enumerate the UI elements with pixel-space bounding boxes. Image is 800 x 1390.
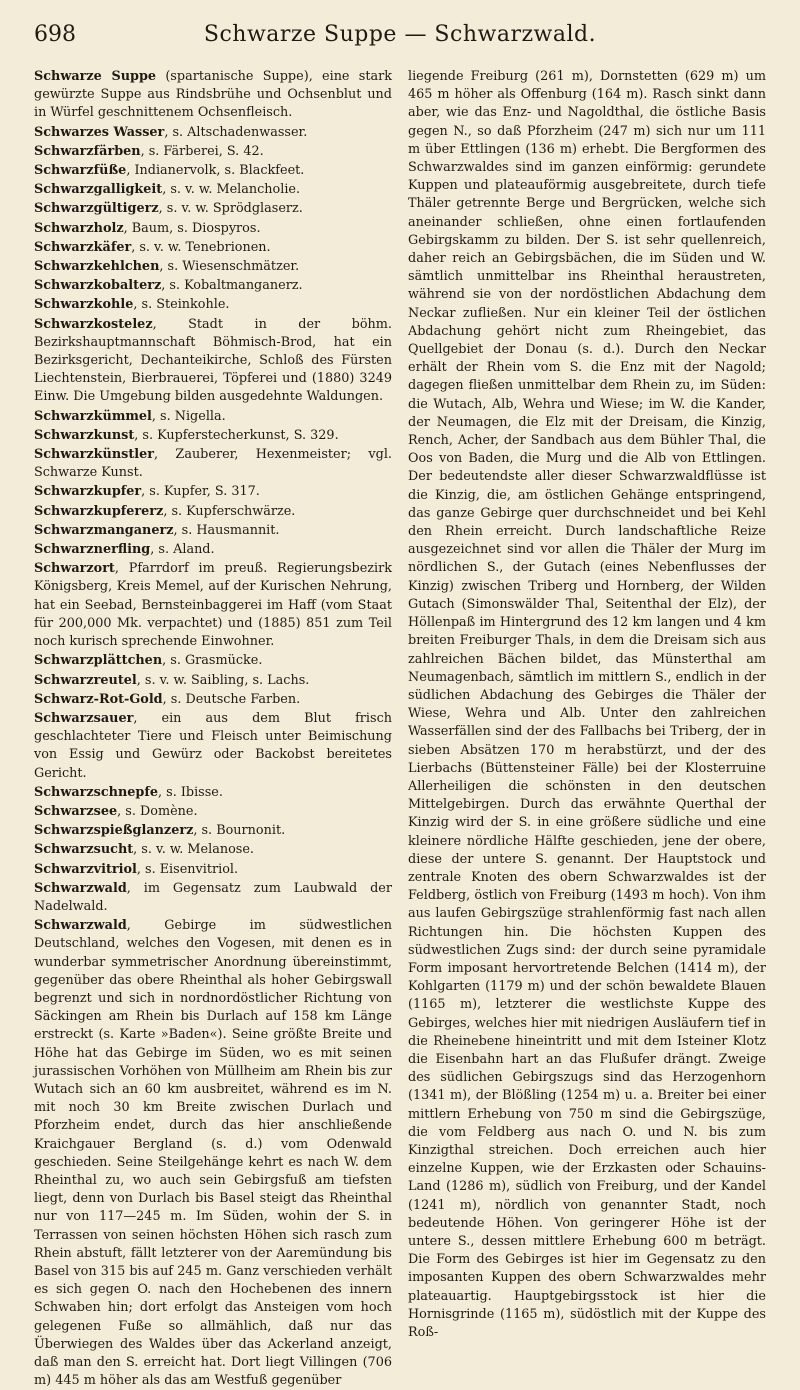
entry-headword: Schwarzkehlchen bbox=[34, 259, 160, 275]
entry-headword: Schwarzkobalterz bbox=[34, 278, 162, 294]
page-number: 698 bbox=[34, 22, 76, 47]
entry-text: , Baum, s. Diospyros. bbox=[123, 220, 261, 236]
entry-text: , s. Kobaltmanganerz. bbox=[161, 278, 303, 294]
entry-text: , s. Aland. bbox=[150, 542, 215, 558]
dictionary-entry bbox=[34, 652, 392, 670]
entry-headword: Schwarzwald bbox=[34, 918, 127, 934]
entry-text: , ein aus dem Blut frisch geschlachteter Tiere und Fleisch unter Beimischung von Essig und Gewürz oder Backobst bereitetes Gericht. bbox=[34, 710, 392, 781]
dictionary-entry bbox=[34, 672, 392, 690]
entry-headword: Schwarzfüße bbox=[34, 163, 127, 179]
entry-text: , s. Kupferschwärze. bbox=[163, 503, 296, 519]
entry-text: (spartanische Suppe), eine stark gewürzte Suppe aus Rindsbrühe und Ochsenblut und in Würfel geschnittenem Ochsenfleisch. bbox=[34, 69, 392, 121]
dictionary-entry bbox=[34, 68, 392, 123]
entry-text: , s. v. w. Melanose. bbox=[133, 842, 254, 858]
dictionary-entry bbox=[34, 822, 392, 840]
entry-text: , Indianervolk, s. Blackfeet. bbox=[126, 163, 305, 179]
dictionary-entry bbox=[34, 917, 392, 1390]
entry-headword: Schwarzkunst bbox=[34, 427, 135, 443]
dictionary-entry bbox=[34, 316, 392, 407]
entry-headword: Schwarzkünstler bbox=[34, 447, 154, 463]
entry-text: , s. v. w. Sprödglaserz. bbox=[158, 201, 303, 217]
entry-text: , s. Nigella. bbox=[151, 408, 226, 424]
entry-text: , s. Altschadenwasser. bbox=[164, 124, 308, 140]
entry-text: , s. Hausmannit. bbox=[173, 522, 280, 538]
entry-headword: Schwarzreutel bbox=[34, 672, 137, 688]
entry-text: , Stadt in der böhm. Bezirkshauptmannschaft Böhmisch-Brod, hat ein Bezirksgericht, Dechanteikirche, Schloß des Fürsten Liechtenstein, Bierbrauerei, Töpferei und (1880) 3249 Einw. Die Umgebung bilden ausgedehnte Waldungen. bbox=[34, 316, 392, 405]
dictionary-entry bbox=[34, 446, 392, 482]
entry-headword: Schwarzort bbox=[34, 561, 115, 577]
entry-text: , s. Steinkohle. bbox=[133, 297, 230, 313]
entry-headword: Schwarzkümmel bbox=[34, 408, 152, 424]
entry-text: , s. v. w. Melancholie. bbox=[162, 182, 301, 198]
entry-text: , Pfarrdorf im preuß. Regierungsbezirk Königsberg, Kreis Memel, auf der Kurischen Nehrung, hat ein Seebad, Bernsteinbaggerei im Haff (vom Staat für 200,000 Mk. verpachtet) und (1885) 851 zum Teil noch kurisch sprechende Einwohner. bbox=[34, 561, 392, 650]
dictionary-entry bbox=[34, 861, 392, 879]
dictionary-entry bbox=[34, 181, 392, 199]
dictionary-entry bbox=[34, 880, 392, 916]
dictionary-entry bbox=[34, 162, 392, 180]
dictionary-entry bbox=[34, 220, 392, 238]
dictionary-entry bbox=[34, 710, 392, 783]
running-title: Schwarze Suppe — Schwarzwald. bbox=[203, 22, 597, 47]
entry-headword: Schwarz-Rot-Gold bbox=[34, 691, 163, 707]
entry-headword: Schwarzfärben bbox=[34, 143, 141, 159]
dictionary-entry bbox=[34, 408, 392, 426]
left-column bbox=[34, 68, 392, 1389]
entry-headword: Schwarzgalligkeit bbox=[34, 182, 163, 198]
entry-headword: Schwarzmanganerz bbox=[34, 522, 174, 538]
dictionary-entry bbox=[34, 560, 392, 651]
dictionary-entry bbox=[34, 483, 392, 501]
dictionary-entry bbox=[34, 522, 392, 540]
entry-headword: Schwarzspießglanzerz bbox=[34, 823, 194, 839]
entry-text: , Gebirge im südwestlichen Deutschland, welches den Vogesen, mit denen es in wunderbar symmetrischer Anordnung übereinstimmt, gegenüber das obere Rheinthal als hoher Gebirgswall begrenzt und sich in nordnordöstlicher Richtung von Säckingen am Rhein bis Durlach auf 158 km Länge erstreckt (s. Karte »Baden«). Seine größte Breite und Höhe hat das Gebirge im Süden, wo es mit seinen jurassischen Vorhöhen von Müllheim am Rhein bis zur Wutach sich an 60 km ausbreitet, während es im N. mit noch 30 km Breite zwischen Durlach und Pforzheim endet, durch das hier anschließende Kraichgauer Bergland (s. d.) vom Odenwald geschieden. Seine Steilgehänge kehrt es nach W. dem Rheinthal zu, wo auch sein Gebirgsfuß am tiefsten liegt, denn von Durlach bis Basel steigt das Rheinthal nur von 117—245 m. Im Süden, wohin der S. in Terrassen von seinen höchsten Höhen sich rasch zum Rhein abstuft, fällt letzterer von der Aaremündung bis Basel von 315 bis auf 245 m. Ganz verschieden verhält es sich gegen O. nach den Hochebenen des innern Schwaben hin; dort erfolgt das Ansteigen vom hoch gelegenen Fuße so allmählich, daß nur das Überwiegen des Waldes über das Ackerland anzeigt, daß man den S. erreicht hat. Dort liegt Villingen (706 m) 445 m höher als das am Westfuß gegenüber bbox=[34, 918, 392, 1389]
entry-text: , s. Eisenvitriol. bbox=[136, 861, 239, 877]
entry-headword: Schwarzsucht bbox=[34, 842, 134, 858]
entry-text: , s. Bournonit. bbox=[193, 823, 286, 839]
entry-headword: Schwarzplättchen bbox=[34, 653, 163, 669]
entry-headword: Schwarzkupfererz bbox=[34, 503, 164, 519]
dictionary-entry bbox=[34, 691, 392, 709]
entry-headword: Schwarzkostelez bbox=[34, 316, 153, 332]
right-column bbox=[408, 68, 766, 1341]
dictionary-entry bbox=[34, 200, 392, 218]
entry-headword: Schwarzgültigerz bbox=[34, 201, 159, 217]
entry-headword: Schwarzwald bbox=[34, 880, 127, 896]
entry-text: , s. Färberei, S. 42. bbox=[140, 143, 264, 159]
dictionary-entry bbox=[34, 841, 392, 859]
entry-text: , s. v. w. Saibling, s. Lachs. bbox=[136, 672, 310, 688]
text-columns bbox=[34, 68, 766, 1389]
dictionary-entry bbox=[34, 277, 392, 295]
entry-headword: Schwarze Suppe bbox=[34, 69, 157, 84]
dictionary-entry bbox=[34, 427, 392, 445]
dictionary-entry bbox=[34, 143, 392, 161]
entry-text: , s. Ibisse. bbox=[158, 784, 223, 800]
entry-text: , s. Deutsche Farben. bbox=[162, 691, 301, 707]
entry-headword: Schwarznerfling bbox=[34, 542, 151, 558]
dictionary-entry bbox=[34, 784, 392, 802]
dictionary-entry bbox=[34, 803, 392, 821]
entry-headword: Schwarzsauer bbox=[34, 710, 134, 726]
entry-headword: Schwarzvitriol bbox=[34, 861, 137, 877]
entry-text: , s. v. w. Tenebrionen. bbox=[131, 239, 271, 255]
entry-text: , Zauberer, Hexenmeister; vgl. Schwarze Kunst. bbox=[34, 447, 392, 481]
dictionary-entry bbox=[34, 503, 392, 521]
entry-text: , s. Kupfer, S. 317. bbox=[141, 484, 260, 500]
entry-headword: Schwarzschnepfe bbox=[34, 784, 158, 800]
dictionary-entry bbox=[34, 258, 392, 276]
entry-headword: Schwarzholz bbox=[34, 220, 124, 236]
entry-headword: Schwarzkupfer bbox=[34, 484, 142, 500]
entry-headword: Schwarzkohle bbox=[34, 297, 134, 313]
entry-headword: Schwarzkäfer bbox=[34, 239, 132, 255]
entry-text: , s. Wiesenschmätzer. bbox=[159, 259, 300, 275]
dictionary-entry bbox=[34, 541, 392, 559]
entry-text: , im Gegensatz zum Laubwald der Nadelwald. bbox=[34, 880, 392, 914]
continued-entry-text: liegende Freiburg (261 m), Dornstetten (629 m) um 465 m höher als Offenburg (164 m). Rasch sinkt dann aber, wie das Enz- und Nagoldthal, die östliche Basis gegen N., so daß Pforzheim (247 m) sich nur um 111 m über Ettlingen (136 m) erhebt. Die Bergformen des Schwarzwaldes sind im ganzen einförmig: gerundete Kuppen und plateauförmig ausgebreitete, durch tiefe Thäler getrennte Berge und Bergrücken, welche sich aneinander schließen, ohne einen fortlaufenden Gebirgskamm zu bilden. Der S. ist sehr quellenreich, daher reich an Gebirgsbächen, die im Süden und W. sämtlich unmittelbar ins Rheinthal heraustreten, während sie von der nordöstlichen Abdachung dem Neckar zufließen. Nur ein kleiner Teil der östlichen Abdachung gehört nicht zum Rheingebiet, das Quellgebiet der Donau (s. d.). Durch den Neckar erhält der Rhein vom S. die Enz mit der Nagold; dagegen fließen unmittelbar dem Rhein zu, im Süden: die Wutach, Alb, Wehra und Wiese; im W. die Kander, der Neumagen, die Elz mit der Dreisam, die Kinzig, Rench, Acher, der Sandbach aus dem Bühler Thal, die Oos von Baden, die Murg und die Alb von Ettlingen. Der bedeutendste aller dieser Schwarzwaldflüsse ist die Kinzig, die, am östlichen Gehänge entspringend, das ganze Gebirge quer durchschneidet und bei Kehl den Rhein erreicht. Durch landschaftliche Reize ausgezeichnet sind vor allen die Thäler der Murg im nördlichen S., der Gutach (eines Nebenflusses der Kinzig) zwischen Triberg und Hornberg, der Wilden Gutach (Simonswälder Thal, Seitenthal der Elz), der Höllenpaß im Hintergrund des 12 km langen und 4 km breiten Freiburger Thals, in dem die Dreisam sich aus zahlreichen Bächen bildet, das Münsterthal am Neumagenbach, sämtlich im mittlern S., endlich in der südlichen Abdachung des Gebirges die Thäler der Wiese, Wehra und Alb. Unter den zahlreichen Wasserfällen sind der des Fallbachs bei Triberg, der in sieben Absätzen 170 m herabstürzt, und der des Lierbachs (Büttensteiner Fälle) bei der Klosterruine Allerheiligen die schönsten in den deutschen Mittelgebirgen. Durch das erwähnte Querthal der Kinzig wird der S. in eine größere südliche und eine kleinere nördliche Hälfte geschieden, jene der obere, diese der untere S. genannt. Der Hauptstock und zentrale Knoten des obern Schwarzwaldes ist der Feldberg, östlich von Freiburg (1493 m hoch). Von ihm aus laufen Gebirgszüge strahlenförmig fast nach allen Richtungen hin. Die höchsten Kuppen des südwestlichen Zugs sind: der durch seine pyramidale Form imposant hervortretende Belchen (1414 m), der Kohlgarten (1179 m) und der schön bewaldete Blauen (1165 m), letzterer die westlichste Kuppe des Gebirges, welches hier mit niedrigen Ausläufern tief in die Rheinebene hineintritt und mit dem Isteiner Klotz die Eisenbahn hart an das Flußufer drängt. Zweige des südlichen Gebirgszugs sind das Herzogenhorn (1341 m), der Blößling (1254 m) u. a. Breiter bei einer mittlern Erhebung von 750 m sind die Gebirgszüge, die vom Feldberg aus nach O. und N. bis zum Kinzigthal streichen. Doch erreichen auch hier einzelne Kuppen, wie der Erzkasten oder Schauins-Land (1286 m), südlich von Freiburg, und der Kandel (1241 m), nördlich von genannter Stadt, noch bedeutende Höhen. Von geringerer Höhe ist der untere S., dessen mittlere Erhebung 600 m beträgt. Die Form des Gebirges ist hier im Gegensatz zu den imposanten Kuppen des obern Schwarzwaldes mehr plateauartig. Hauptgebirgsstock ist hier die Hornisgrinde (1165 m), südöstlich mit der Kuppe des Roß- bbox=[408, 69, 766, 1341]
dictionary-entry bbox=[34, 239, 392, 257]
entry-text: , s. Domène. bbox=[117, 803, 198, 819]
entry-text: , s. Grasmücke. bbox=[162, 653, 263, 669]
entry-headword: Schwarzes Wasser bbox=[34, 124, 165, 140]
entry-headword: Schwarzsee bbox=[34, 803, 118, 819]
page-header bbox=[34, 22, 766, 62]
entry-text: , s. Kupferstecherkunst, S. 329. bbox=[134, 427, 339, 443]
dictionary-entry bbox=[34, 124, 392, 142]
dictionary-entry bbox=[34, 296, 392, 314]
